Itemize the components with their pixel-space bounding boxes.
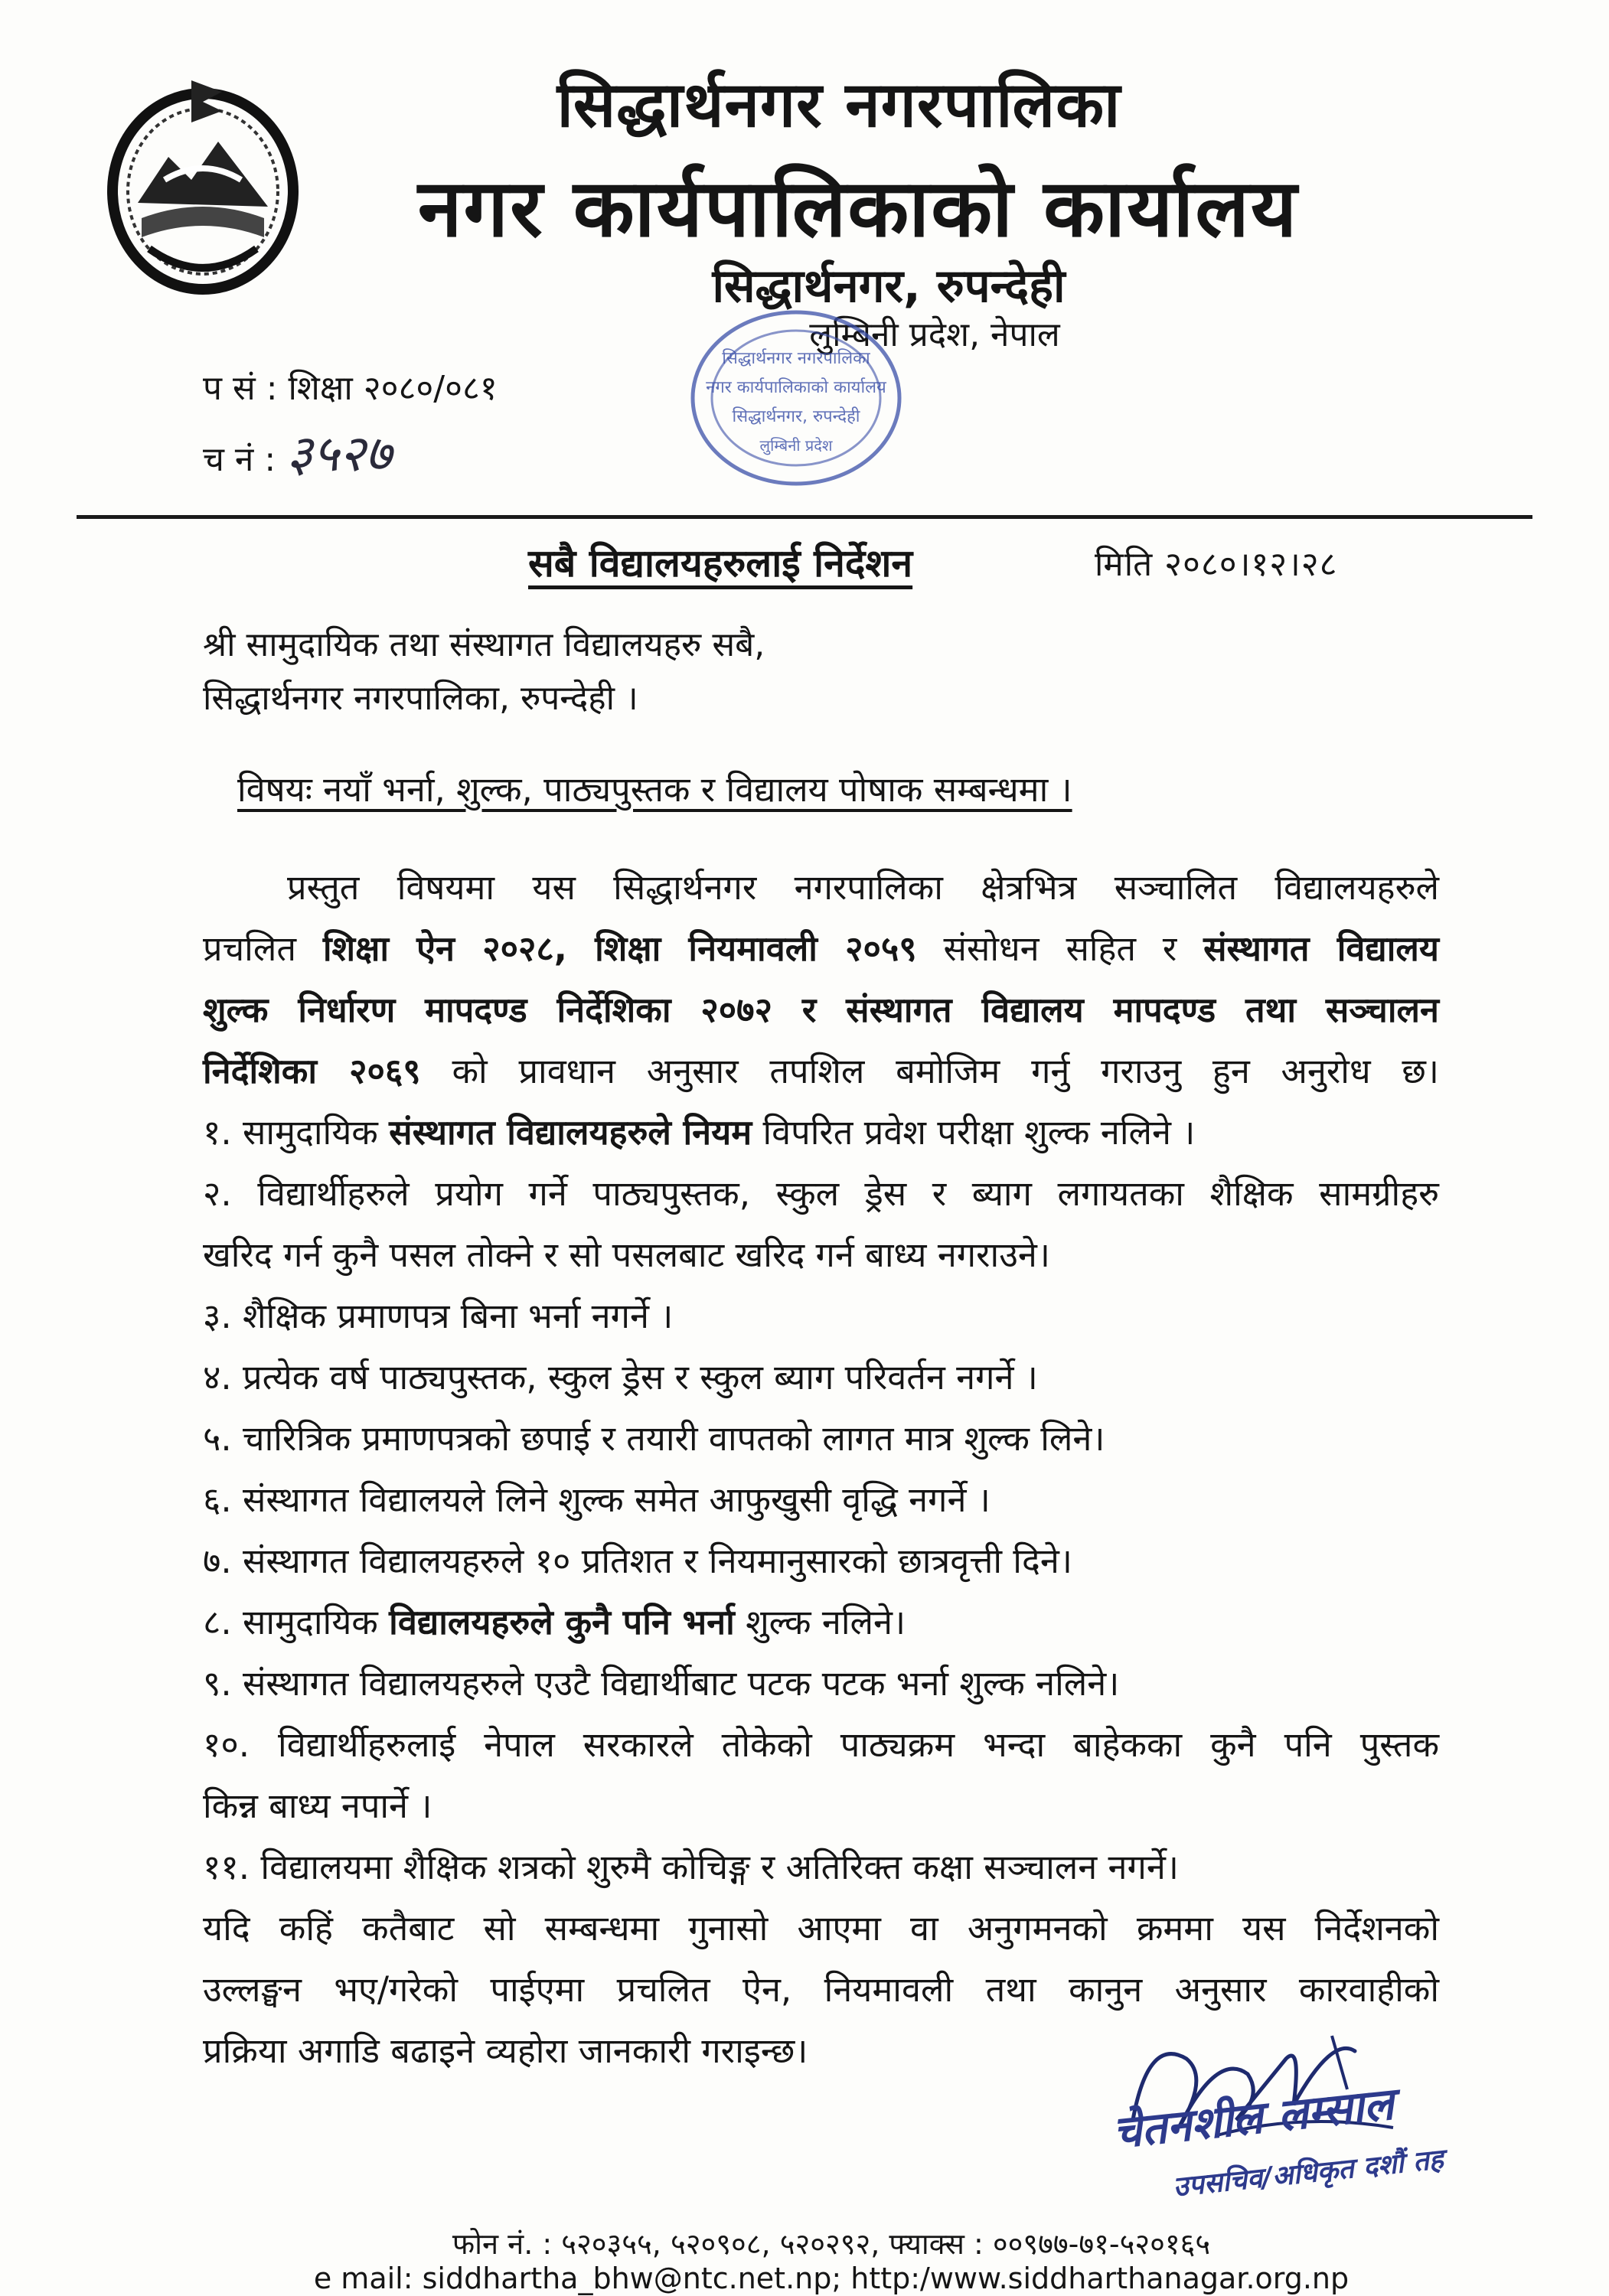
directive-item-2-cont: खरिद गर्न कुनै पसल तोक्ने र सो पसलबाट खरिद गर्न बाध्य नगराउने। — [203, 1234, 1050, 1275]
directive-item-3: ३. शैक्षिक प्रमाणपत्र बिना भर्ना नगर्ने । — [203, 1296, 674, 1336]
addressee-line-2: सिद्धार्थनगर नगरपालिका, रुपन्देही । — [203, 679, 638, 718]
svg-text:लुम्बिनी प्रदेश: लुम्बिनी प्रदेश — [759, 436, 833, 455]
addressee-line-1: श्री सामुदायिक तथा संस्थागत विद्यालयहरु सबै, — [203, 625, 765, 664]
dispatch-number-row — [203, 417, 391, 486]
subject-line: विषयः नयाँ भर्ना, शुल्क, पाठ्यपुस्तक र विद्यालय पोषाक सम्बन्धमा । — [237, 769, 1072, 810]
office-address: सिद्धार्थनगर, रुपन्देही — [712, 259, 1066, 313]
office-name: नगर कार्यपालिकाको कार्यालय — [417, 161, 1299, 255]
intro-guideline-reference: निर्देशिका २०६९ — [203, 1051, 421, 1091]
directive-text: १. सामुदायिक — [203, 1112, 390, 1153]
intro-text: संसोधन सहित र — [916, 928, 1204, 969]
svg-text:सिद्धार्थनगर, रुपन्देही: सिद्धार्थनगर, रुपन्देही — [732, 407, 860, 426]
svg-text:नगर कार्यपालिकाको कार्यालय: नगर कार्यपालिकाको कार्यालय — [706, 378, 886, 397]
intro-text: प्रचलित — [203, 928, 323, 969]
reference-number: प सं : शिक्षा २०८०/०८१ — [203, 369, 498, 408]
directive-text: विपरित प्रवेश परीक्षा शुल्क नलिने । — [752, 1112, 1196, 1153]
directive-item-10-cont: किन्न बाध्य नपार्ने । — [203, 1786, 432, 1826]
directive-item-8 — [203, 1600, 1439, 1645]
directive-item-9: ९. संस्थागत विद्यालयहरुले एउटै विद्यार्थीबाट पटक पटक भर्ना शुल्क नलिने। — [203, 1663, 1120, 1704]
directive-emphasis: संस्थागत विद्यालयहरुले नियम — [389, 1112, 752, 1153]
header-divider — [77, 515, 1532, 519]
intro-line-4 — [203, 1049, 1439, 1094]
directive-item-4: ४. प्रत्येक वर्ष पाठ्यपुस्तक, स्कुल ड्रेस र स्कुल ब्याग परिवर्तन नगर्ने । — [203, 1357, 1038, 1397]
svg-text:सिद्धार्थनगर नगरपालिका: सिद्धार्थनगर नगरपालिका — [722, 349, 870, 368]
directive-item-5: ५. चारित्रिक प्रमाणपत्रको छपाई र तयारी वापतको लागत मात्र शुल्क लिने। — [203, 1418, 1105, 1459]
directive-text: ८. सामुदायिक — [203, 1602, 390, 1642]
intro-guideline-reference: संस्थागत विद्यालय — [1203, 928, 1439, 969]
office-province: लुम्बिनी प्रदेश, नेपाल — [809, 315, 1060, 354]
signatory-designation: उपसचिव/अधिकृत दशौं तह — [1171, 2143, 1445, 2203]
footer-contact-phone: फोन नं. : ५२०३५५, ५२०९०८, ५२०२९२, फ्याक्स : ००९७७-७१-५२०१६५ — [452, 2227, 1211, 2261]
municipality-name: सिद्धार्थनगर नगरपालिका — [556, 69, 1121, 142]
intro-line-3: शुल्क निर्धारण मापदण्ड निर्देशिका २०७२ र संस्थागत विद्यालय मापदण्ड तथा सञ्चालन — [203, 990, 1439, 1030]
dispatch-number-handwritten: ३५२७ — [286, 424, 392, 483]
directive-item-10: १०. विद्यार्थीहरुलाई नेपाल सरकारले तोकेको पाठ्यक्रम भन्दा बाहेकका कुनै पनि पुस्तक — [203, 1724, 1439, 1765]
directive-item-7: ७. संस्थागत विद्यालयहरुले १० प्रतिशत र नियमानुसारको छात्रवृत्ती दिने। — [203, 1541, 1072, 1581]
closing-line-2: उल्लङ्घन भए/गरेको पाईएमा प्रचलित ऐन, नियमावली तथा कानुन अनुसार कारवाहीको — [203, 1969, 1439, 2010]
signatory-name: चेतनशील लम्साल — [1110, 2077, 1396, 2159]
directive-emphasis: विद्यालयहरुले कुनै पनि भर्ना — [389, 1602, 735, 1642]
intro-text: को प्रावधान अनुसार तपशिल बमोजिम गर्नु गराउनु हुन अनुरोध छ। — [420, 1051, 1439, 1091]
closing-line-1: यदि कहिं कतैबाट सो सम्बन्धमा गुनासो आएमा वा अनुगमनको क्रममा यस निर्देशनको — [203, 1908, 1439, 1949]
directive-item-6: ६. संस्थागत विद्यालयले लिने शुल्क समेत आफुखुसी वृद्धि नगर्ने । — [203, 1479, 991, 1520]
footer-contact-web: e mail: siddhartha_bhw@ntc.net.np; http:/www.siddharthanagar.org.np — [313, 2262, 1350, 2295]
directive-item-2: २. विद्यार्थीहरुले प्रयोग गर्ने पाठ्यपुस्तक, स्कुल ड्रेस र ब्याग लगायतका शैक्षिक सामग्रीहरु — [203, 1173, 1439, 1214]
office-stamp — [681, 302, 911, 494]
directive-item-1 — [203, 1110, 1439, 1156]
intro-line-1: प्रस्तुत विषयमा यस सिद्धार्थनगर नगरपालिका क्षेत्रभित्र सञ्चालित विद्यालयहरुले — [287, 867, 1439, 908]
intro-line-2 — [203, 926, 1439, 972]
directive-text: शुल्क नलिने। — [734, 1602, 906, 1642]
notice-title: सबै विद्यालयहरुलाई निर्देशन — [528, 541, 913, 585]
directive-item-11: ११. विद्यालयमा शैक्षिक शत्रको शुरुमै कोचिङ्ग र अतिरिक्त कक्षा सञ्चालन नगर्ने। — [203, 1847, 1179, 1887]
notice-date: मिति २०८०।१२।२८ — [1095, 545, 1338, 584]
closing-line-3: प्रक्रिया अगाडि बढाइने व्यहोरा जानकारी गराइन्छ। — [203, 2030, 808, 2071]
dispatch-label: च नं : — [203, 440, 276, 479]
intro-act-reference: शिक्षा ऐन २०२८, शिक्षा नियमावली २०५९ — [322, 928, 917, 969]
